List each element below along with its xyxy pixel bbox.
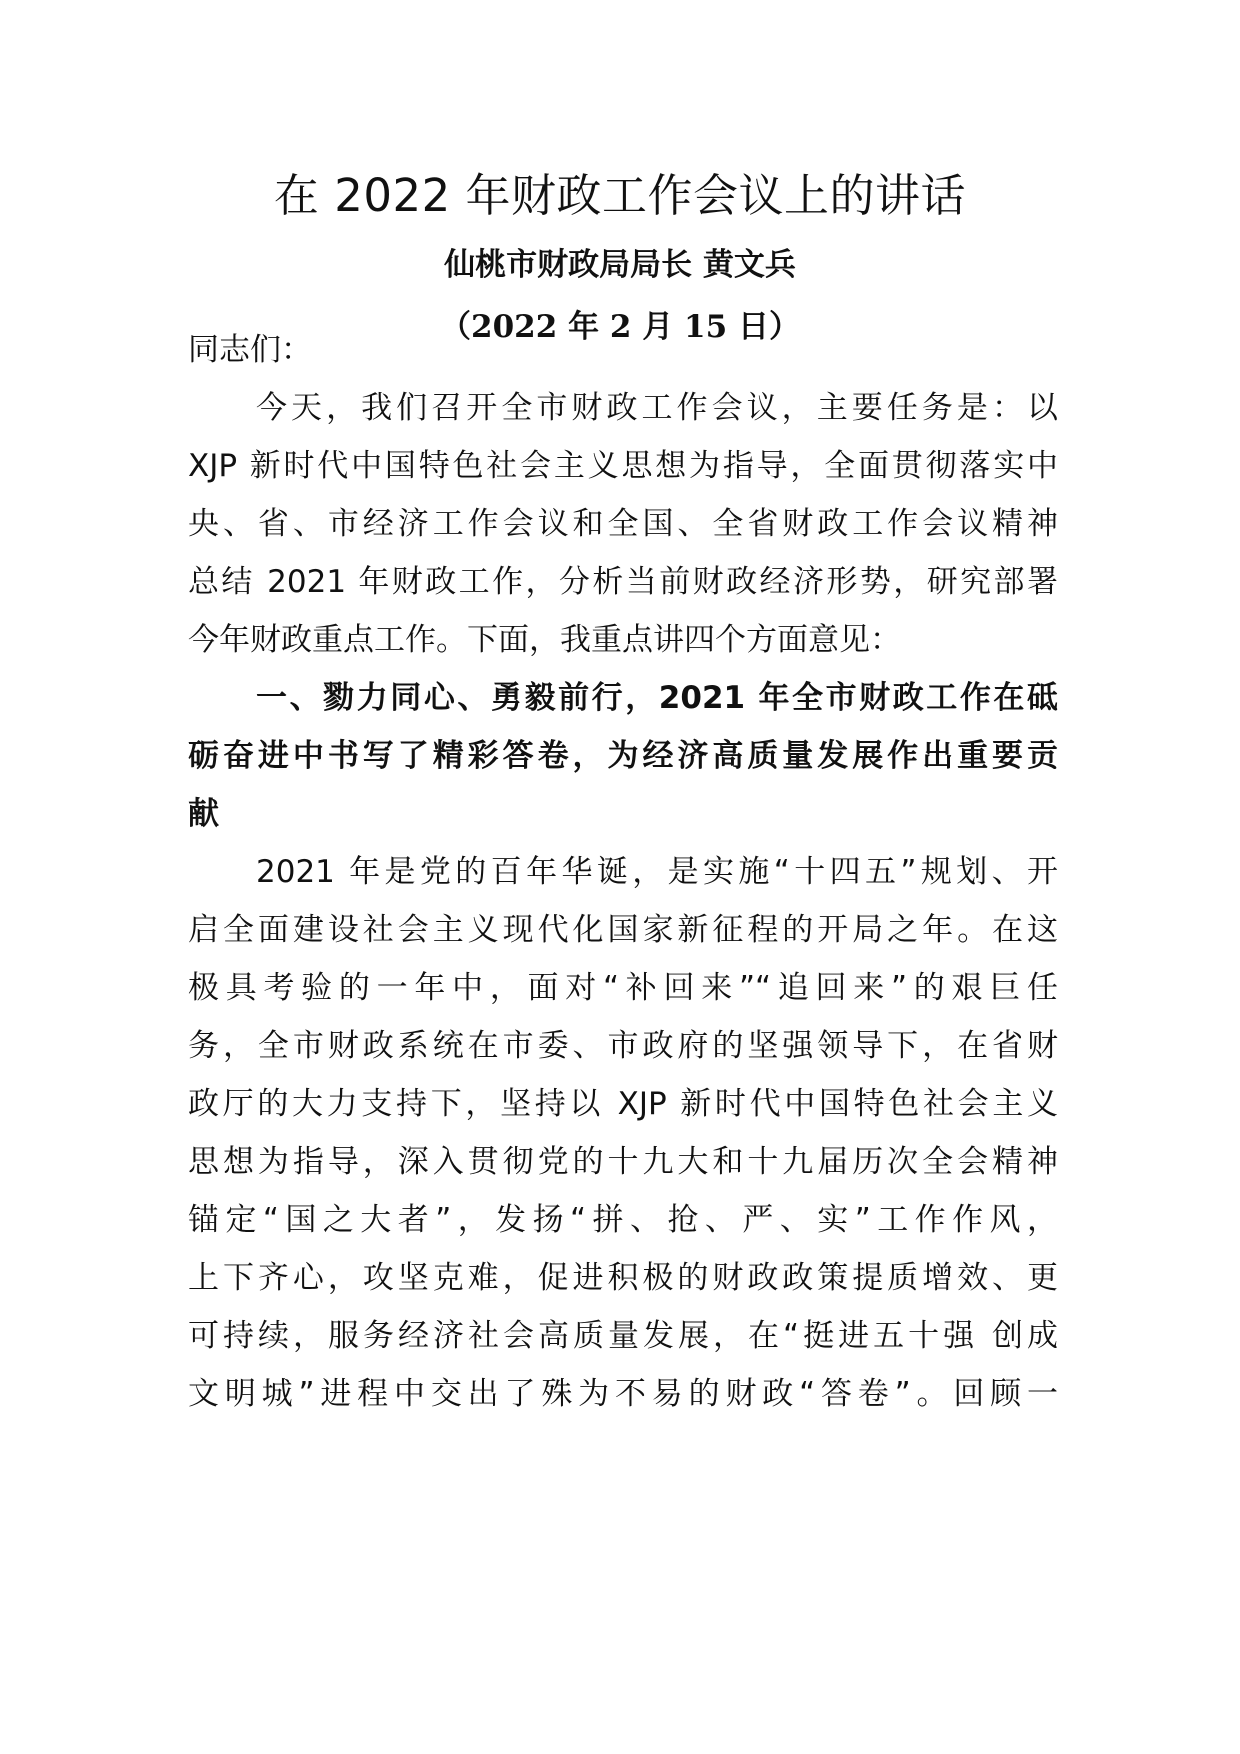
paragraph-line: 总结 2021 年财政工作，分析当前财政经济形势，研究部署 <box>188 564 1058 600</box>
paragraph-line: 文明城”进程中交出了殊为不易的财政“答卷”。回顾一 <box>188 1376 1058 1412</box>
section-heading-line: 献 <box>188 796 219 832</box>
section-heading-line: 砺奋进中书写了精彩答卷，为经济高质量发展作出重要贡 <box>188 738 1058 774</box>
paragraph-line: 启全面建设社会主义现代化国家新征程的开局之年。在这 <box>188 912 1058 948</box>
paragraph-line: 央、省、市经济工作会议和全国、全省财政工作会议精神 <box>188 506 1058 542</box>
section-heading-line: 一、勠力同心、勇毅前行，2021 年全市财政工作在砥 <box>256 680 1058 716</box>
paragraph-line: XJP 新时代中国特色社会主义思想为指导，全面贯彻落实中 <box>188 448 1058 484</box>
paragraph-line: 极具考验的一年中，面对“补回来”“追回来”的艰巨任 <box>188 970 1058 1006</box>
paragraph-line: 锚定“国之大者”，发扬“拼、抢、严、实”工作作风， <box>188 1202 1058 1238</box>
paragraph-line: 务，全市财政系统在市委、市政府的坚强领导下，在省财 <box>188 1028 1058 1064</box>
paragraph-line: 上下齐心，攻坚克难，促进积极的财政政策提质增效、更 <box>188 1260 1058 1296</box>
paragraph-line: 今天，我们召开全市财政工作会议，主要任务是：以 <box>256 390 1058 426</box>
paragraph-line: 今年财政重点工作。下面，我重点讲四个方面意见： <box>188 622 901 658</box>
date-line: （2022 年 2 月 15 日） <box>440 309 800 345</box>
paragraph-line: 2021 年是党的百年华诞，是实施“十四五”规划、开 <box>256 854 1058 890</box>
paragraph-line: 可持续，服务经济社会高质量发展，在“挺进五十强 创成 <box>188 1318 1058 1354</box>
author-line: 仙桃市财政局局长 黄文兵 <box>444 247 796 283</box>
document-title: 在 2022 年财政工作会议上的讲话 <box>273 169 967 222</box>
paragraph-line: 思想为指导，深入贯彻党的十九大和十九届历次全会精神 <box>188 1144 1058 1180</box>
salutation: 同志们： <box>188 332 312 368</box>
paragraph-line: 政厅的大力支持下，坚持以 XJP 新时代中国特色社会主义 <box>188 1086 1058 1122</box>
